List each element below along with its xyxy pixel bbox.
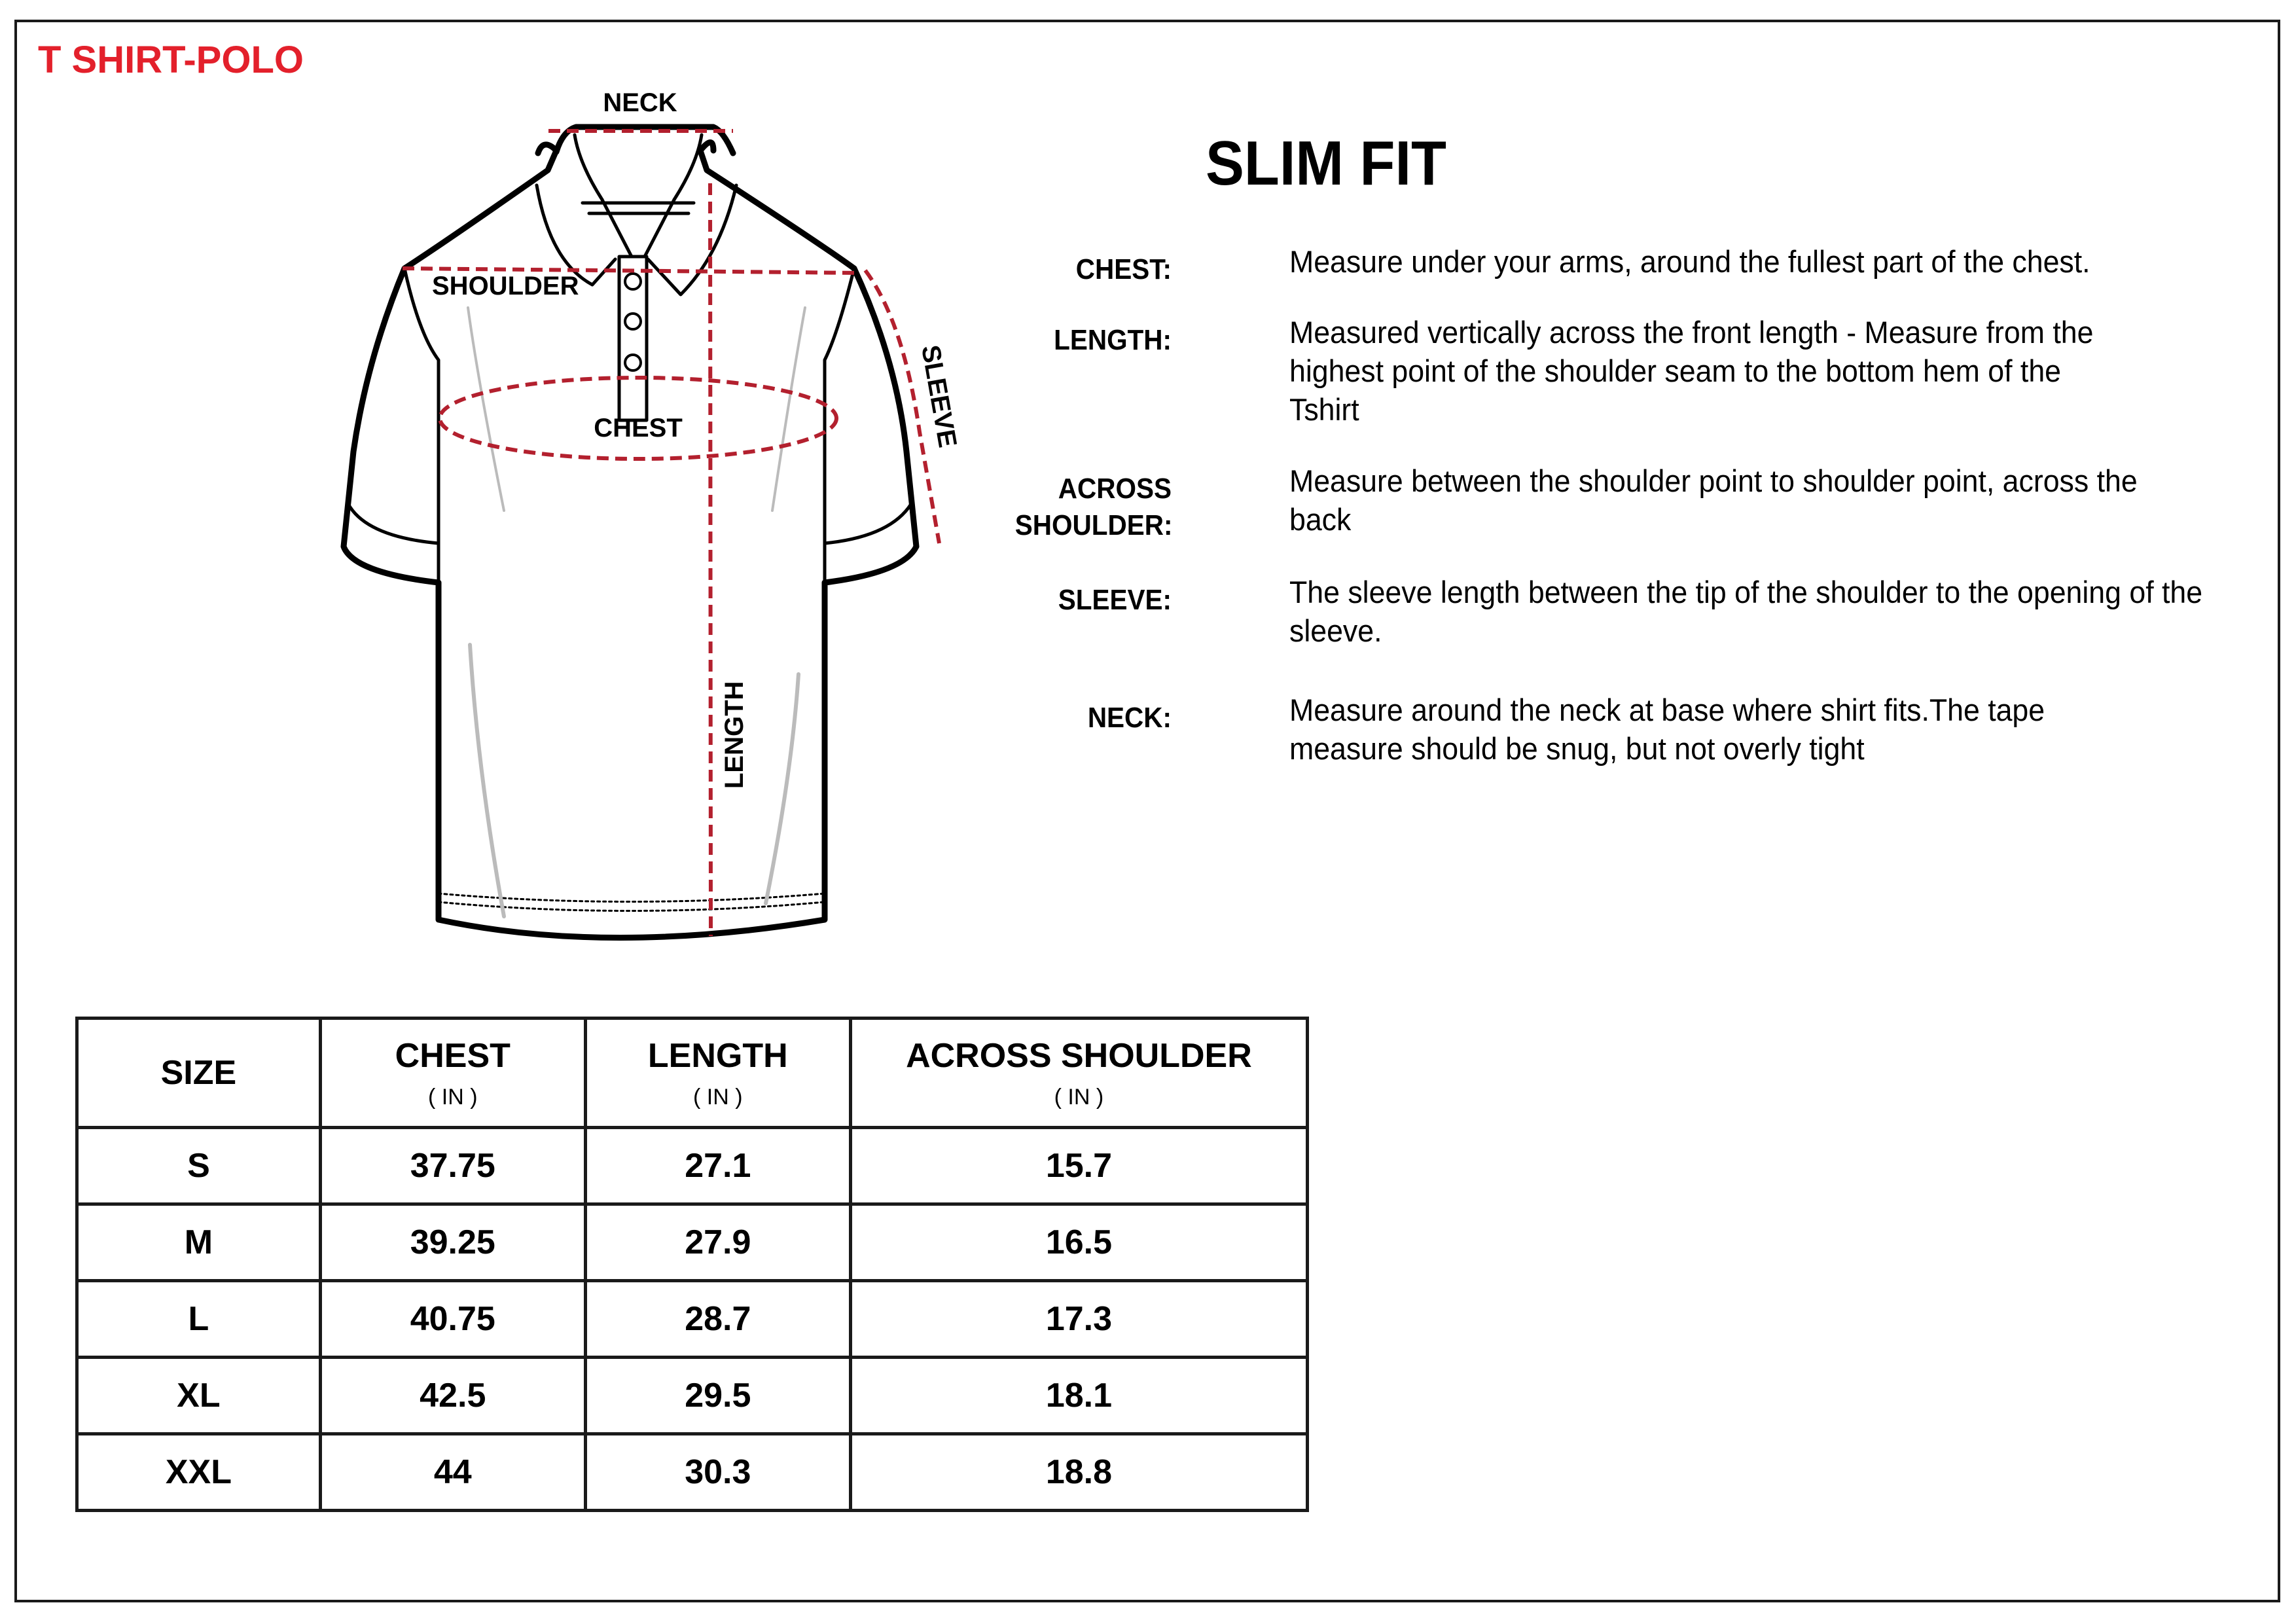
fit-title: SLIM FIT <box>1206 128 1446 198</box>
cell-across-shoulder: 16.5 <box>850 1204 1307 1281</box>
shoulder-label: SHOULDER <box>432 272 579 300</box>
cell-size: XL <box>77 1358 321 1434</box>
cell-chest: 37.75 <box>320 1128 585 1204</box>
cell-length: 28.7 <box>585 1281 850 1358</box>
cell-across-shoulder: 18.8 <box>850 1434 1307 1511</box>
definition-term: SLEEVE: <box>1058 584 1172 616</box>
definition-text: Measure between the shoulder point to shoulder point, across the back <box>1289 463 2138 537</box>
cell-across-shoulder: 18.1 <box>850 1358 1307 1434</box>
cell-size: S <box>77 1128 321 1204</box>
definition-term: ACROSS SHOULDER: <box>1014 473 1173 541</box>
table-row <box>77 1281 1308 1358</box>
cell-across-shoulder: 17.3 <box>850 1281 1307 1358</box>
table-header-row <box>77 1019 1308 1128</box>
length-label: LENGTH <box>720 681 749 789</box>
header-length: LENGTH ( IN ) <box>585 1019 850 1128</box>
size-chart-table <box>75 1017 1309 1512</box>
cell-size: L <box>77 1281 321 1358</box>
table-row <box>77 1128 1308 1204</box>
table-row <box>77 1204 1308 1281</box>
definition-term: LENGTH: <box>1054 324 1172 356</box>
definition-text: Measured vertically across the front length - Measure from the highest point of the shoulder seam to the bottom hem of the Tshirt <box>1289 315 2094 427</box>
polo-shirt-illustration <box>314 85 1034 949</box>
cell-size: M <box>77 1204 321 1281</box>
sleeve-label: SLEEVE <box>916 342 962 450</box>
cell-size: XXL <box>77 1434 321 1511</box>
header-size: SIZE <box>77 1019 321 1128</box>
definition-text: The sleeve length between the tip of the shoulder to the opening of the sleeve. <box>1289 575 2203 648</box>
definition-term: CHEST: <box>1075 253 1172 285</box>
header-across-shoulder: ACROSS SHOULDER ( IN ) <box>850 1019 1307 1128</box>
cell-length: 29.5 <box>585 1358 850 1434</box>
product-title: T SHIRT-POLO <box>38 39 304 81</box>
table-row <box>77 1434 1308 1511</box>
definition-term: NECK: <box>1087 702 1172 734</box>
definition-text: Measure around the neck at base where shirt fits.The tape measure should be snug, but not overly tight <box>1289 693 2045 766</box>
header-chest: CHEST ( IN ) <box>320 1019 585 1128</box>
cell-chest: 44 <box>320 1434 585 1511</box>
cell-chest: 42.5 <box>320 1358 585 1434</box>
table-row <box>77 1358 1308 1434</box>
chest-label: CHEST <box>594 414 683 442</box>
definition-text: Measure under your arms, around the fullest part of the chest. <box>1289 244 2090 279</box>
neck-label: NECK <box>603 88 677 117</box>
cell-across-shoulder: 15.7 <box>850 1128 1307 1204</box>
polo-shirt-icon <box>314 85 1034 949</box>
cell-length: 27.1 <box>585 1128 850 1204</box>
cell-length: 30.3 <box>585 1434 850 1511</box>
cell-length: 27.9 <box>585 1204 850 1281</box>
length-measure-line <box>710 183 711 936</box>
cell-chest: 40.75 <box>320 1281 585 1358</box>
cell-chest: 39.25 <box>320 1204 585 1281</box>
